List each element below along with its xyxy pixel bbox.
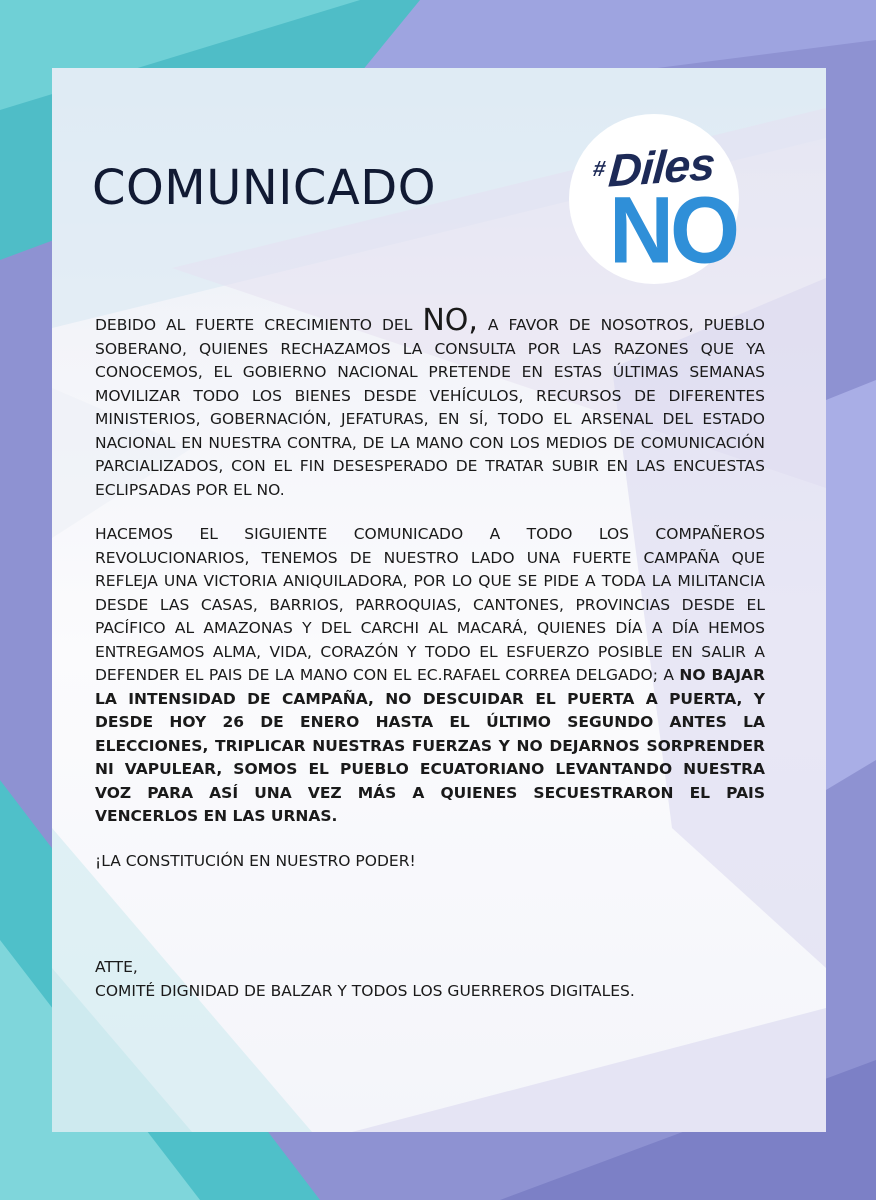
paragraph-2-bold: NO BAJAR LA INTENSIDAD DE CAMPAÑA, NO DESCUIDAR EL PUERTA A PUERTA, Y DESDE HOY 26 DE ENERO HASTA EL ÚLTIMO SEGUNDO ANTES LA ELECCIONES, TRIPLICAR NUESTRAS FUERZAS Y NO DEJARNOS SORPRENDER NI VAPULEAR, SOMOS EL PUEBLO ECUATORIANO LEVANTANDO NUESTRA VOZ PARA ASÍ UNA VEZ MÁS A QUIENES SECUESTRARON EL PAIS VENCERLOS EN LAS URNAS. xyxy=(95,666,765,825)
logo-top-word: Diles xyxy=(606,137,717,197)
closing-slogan: ¡LA CONSTITUCIÓN EN NUESTRO PODER! xyxy=(95,851,416,870)
diles-no-logo xyxy=(569,114,739,284)
communique-body xyxy=(95,303,766,894)
communique-card xyxy=(52,68,826,1132)
page-title: COMUNICADO xyxy=(92,160,436,216)
logo-big-word: NO xyxy=(609,178,736,284)
signature-block xyxy=(95,956,635,1003)
paragraph-1 xyxy=(95,303,766,502)
paragraph-1-lead: DEBIDO AL FUERTE CRECIMIENTO DEL xyxy=(95,316,423,334)
emphasis-no: NO, xyxy=(422,303,478,338)
paragraph-2 xyxy=(95,523,765,829)
signature-line-1: ATTE, xyxy=(95,958,138,976)
signature-line-2: COMITÉ DIGNIDAD DE BALZAR Y TODOS LOS GUERREROS DIGITALES. xyxy=(95,981,635,1000)
logo-hashtag: # xyxy=(590,156,608,181)
paragraph-2-normal: HACEMOS EL SIGUIENTE COMUNICADO A TODO LOS COMPAÑEROS REVOLUCIONARIOS, TENEMOS DE NUESTRO LADO UNA FUERTE CAMPAÑA QUE REFLEJA UNA VICTORIA ANIQUILADORA, POR LO QUE SE PIDE A TODA LA MILITANCIA DESDE LAS CASAS, BARRIOS, PARROQUIAS, CANTONES, PROVINCIAS DESDE EL PACÍFICO AL AMAZONAS Y DEL CARCHI AL MACARÁ, QUIENES DÍA A DÍA HEMOS ENTREGAMOS ALMA, VIDA, CORAZÓN Y TODO EL ESFUERZO POSIBLE EN SALIR A DEFENDER EL PAIS DE LA MANO CON EL EC.RAFAEL CORREA DELGADO; A xyxy=(95,525,765,684)
paragraph-1-rest: A FAVOR DE NOSOTROS, PUEBLO SOBERANO, QUIENES RECHAZAMOS LA CONSULTA POR LAS RAZONES QUE YA CONOCEMOS, EL GOBIERNO NACIONAL PRETENDE EN ESTAS ÚLTIMAS SEMANAS MOVILIZAR TODO LOS BIENES DESDE VEHÍCULOS, RECURSOS DE DIFERENTES MINISTERIOS, GOBERNACIÓN, JEFATURAS, EN SÍ, TODO EL ARSENAL DEL ESTADO NACIONAL EN NUESTRA CONTRA, DE LA MANO CON LOS MEDIOS DE COMUNICACIÓN PARCIALIZADOS, CON EL FIN DESESPERADO DE TRATAR SUBIR EN LAS ENCUESTAS ECLIPSADAS POR EL NO. xyxy=(95,316,766,499)
